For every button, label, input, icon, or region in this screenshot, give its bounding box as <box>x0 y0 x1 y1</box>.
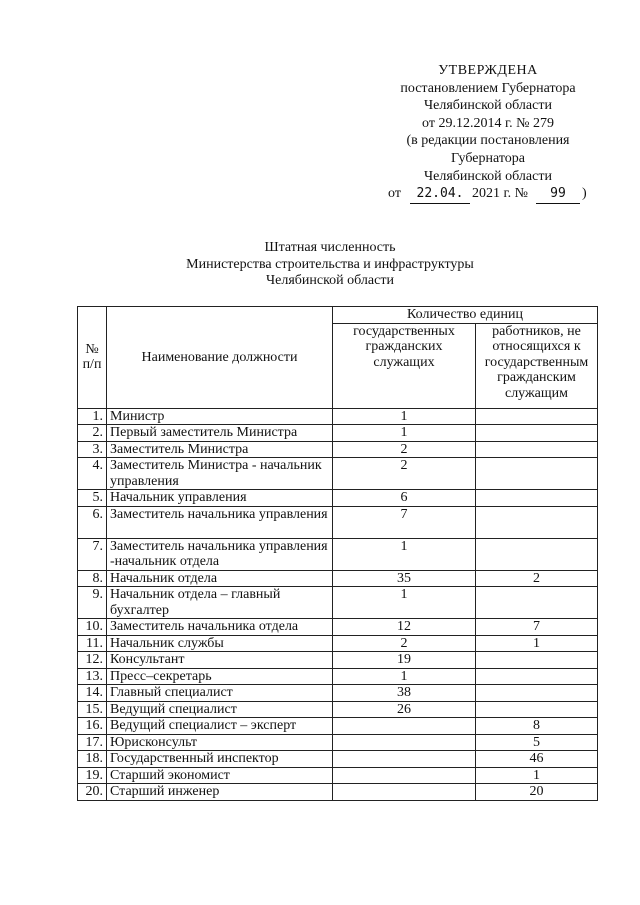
row-other-count: 7 <box>476 619 598 636</box>
row-position-name: Главный специалист <box>107 685 333 702</box>
row-number: 7. <box>78 538 107 570</box>
approval-date-line <box>372 185 604 203</box>
row-civil-count: 1 <box>333 425 476 442</box>
table-row <box>78 734 598 751</box>
table-row <box>78 635 598 652</box>
document-heading <box>120 240 540 290</box>
row-civil-count <box>333 767 476 784</box>
number-value: 99 <box>536 185 580 204</box>
table-row <box>78 767 598 784</box>
row-other-count: 2 <box>476 570 598 587</box>
row-number: 17. <box>78 734 107 751</box>
row-position-name: Начальник отдела – главный бухгалтер <box>107 587 333 619</box>
row-position-name: Ведущий специалист – эксперт <box>107 718 333 735</box>
row-other-count <box>476 506 598 538</box>
row-number: 6. <box>78 506 107 538</box>
row-number: 8. <box>78 570 107 587</box>
row-civil-count: 19 <box>333 652 476 669</box>
row-civil-count: 7 <box>333 506 476 538</box>
table-row <box>78 490 598 507</box>
row-number: 18. <box>78 751 107 768</box>
row-other-count <box>476 701 598 718</box>
row-position-name: Старший инженер <box>107 784 333 801</box>
row-number: 19. <box>78 767 107 784</box>
row-other-count <box>476 490 598 507</box>
row-number: 2. <box>78 425 107 442</box>
row-number: 5. <box>78 490 107 507</box>
date-prefix: от <box>388 186 401 202</box>
table-row <box>78 425 598 442</box>
row-other-count: 20 <box>476 784 598 801</box>
row-civil-count: 2 <box>333 635 476 652</box>
header-units-count: Количество единиц <box>333 307 598 324</box>
row-other-count <box>476 685 598 702</box>
row-position-name: Заместитель Министра - начальник управления <box>107 458 333 490</box>
approval-line-2: Челябинской области <box>424 98 552 114</box>
approval-line-1: постановлением Губернатора <box>400 80 576 96</box>
heading-line-1: Штатная численность <box>264 240 396 255</box>
table-row <box>78 587 598 619</box>
row-other-count <box>476 587 598 619</box>
row-civil-count: 6 <box>333 490 476 507</box>
row-position-name: Министр <box>107 408 333 425</box>
approval-title: УТВЕРЖДЕНА <box>438 63 538 78</box>
row-number: 13. <box>78 668 107 685</box>
table-row <box>78 701 598 718</box>
row-other-count <box>476 538 598 570</box>
row-other-count: 8 <box>476 718 598 735</box>
table-row <box>78 458 598 490</box>
row-number: 14. <box>78 685 107 702</box>
row-civil-count: 35 <box>333 570 476 587</box>
row-other-count <box>476 425 598 442</box>
row-other-count: 5 <box>476 734 598 751</box>
row-civil-count: 2 <box>333 458 476 490</box>
row-other-count <box>476 668 598 685</box>
row-civil-count <box>333 718 476 735</box>
row-position-name: Начальник отдела <box>107 570 333 587</box>
table-row <box>78 538 598 570</box>
row-other-count <box>476 408 598 425</box>
heading-line-2: Министерства строительства и инфраструктуры <box>186 256 474 272</box>
row-position-name: Заместитель начальника отдела <box>107 619 333 636</box>
row-civil-count: 12 <box>333 619 476 636</box>
row-other-count <box>476 441 598 458</box>
table-row <box>78 718 598 735</box>
row-position-name: Заместитель начальника управления <box>107 506 333 538</box>
header-other-employees: работников, не относящихся к государственным гражданским служащим <box>476 323 598 408</box>
approval-line-6: Челябинской области <box>424 168 552 184</box>
row-position-name: Начальник управления <box>107 490 333 507</box>
row-civil-count <box>333 784 476 801</box>
row-number: 9. <box>78 587 107 619</box>
row-other-count: 1 <box>476 635 598 652</box>
row-number: 10. <box>78 619 107 636</box>
row-number: 1. <box>78 408 107 425</box>
table-row <box>78 506 598 538</box>
row-position-name: Начальник службы <box>107 635 333 652</box>
row-civil-count <box>333 751 476 768</box>
table-row <box>78 652 598 669</box>
row-position-name: Ведущий специалист <box>107 701 333 718</box>
row-civil-count: 1 <box>333 408 476 425</box>
row-number: 16. <box>78 718 107 735</box>
row-position-name: Консультант <box>107 652 333 669</box>
row-civil-count: 1 <box>333 587 476 619</box>
closing-paren: ) <box>582 186 587 202</box>
header-position-name: Наименование должности <box>107 307 333 409</box>
row-position-name: Заместитель начальника управления -начальник отдела <box>107 538 333 570</box>
row-civil-count <box>333 734 476 751</box>
table-row <box>78 408 598 425</box>
row-number: 4. <box>78 458 107 490</box>
row-number: 3. <box>78 441 107 458</box>
approval-block <box>372 62 604 203</box>
staff-table <box>77 306 598 801</box>
table-row <box>78 570 598 587</box>
row-other-count: 1 <box>476 767 598 784</box>
approval-line-5: Губернатора <box>450 150 526 166</box>
row-position-name: Заместитель Министра <box>107 441 333 458</box>
row-other-count <box>476 652 598 669</box>
table-row <box>78 668 598 685</box>
row-number: 20. <box>78 784 107 801</box>
row-number: 15. <box>78 701 107 718</box>
heading-line-3: Челябинской области <box>266 273 394 288</box>
row-civil-count: 1 <box>333 668 476 685</box>
table-row <box>78 685 598 702</box>
date-value: 22.04. <box>410 185 470 204</box>
row-number: 12. <box>78 652 107 669</box>
header-number: № п/п <box>78 307 107 409</box>
row-number: 11. <box>78 635 107 652</box>
table-row <box>78 441 598 458</box>
table-row <box>78 784 598 801</box>
row-position-name: Старший экономист <box>107 767 333 784</box>
staff-table-body <box>78 408 598 800</box>
header-civil-servants: государственных гражданских служащих <box>333 323 476 408</box>
row-civil-count: 1 <box>333 538 476 570</box>
row-civil-count: 38 <box>333 685 476 702</box>
row-other-count <box>476 458 598 490</box>
date-year: 2021 г. № <box>472 186 529 202</box>
approval-line-4: (в редакции постановления <box>406 133 570 149</box>
row-position-name: Государственный инспектор <box>107 751 333 768</box>
row-civil-count: 26 <box>333 701 476 718</box>
row-position-name: Юрисконсульт <box>107 734 333 751</box>
row-other-count: 46 <box>476 751 598 768</box>
table-row <box>78 619 598 636</box>
row-position-name: Первый заместитель Министра <box>107 425 333 442</box>
row-civil-count: 2 <box>333 441 476 458</box>
approval-line-3: от 29.12.2014 г. № 279 <box>422 115 554 131</box>
row-position-name: Пресс–секретарь <box>107 668 333 685</box>
table-row <box>78 751 598 768</box>
